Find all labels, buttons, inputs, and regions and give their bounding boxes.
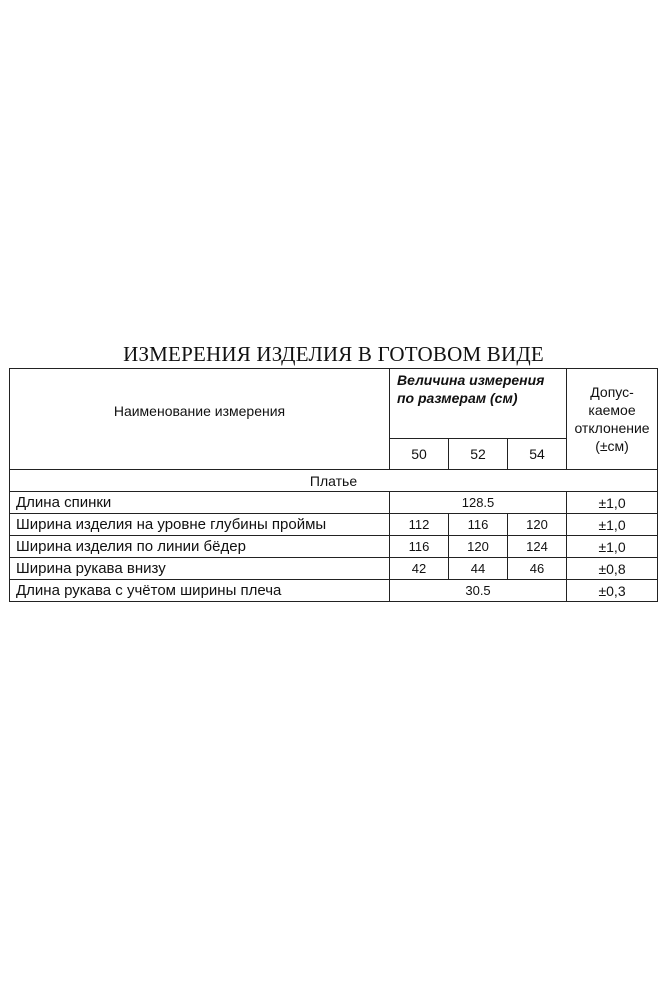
measurement-value: 44 <box>449 558 508 580</box>
measurements-table <box>9 368 658 602</box>
measurement-value: 30.5 <box>390 580 567 602</box>
header-tolerance <box>567 369 658 470</box>
section-row <box>10 470 658 492</box>
page-title: ИЗМЕРЕНИЯ ИЗДЕЛИЯ В ГОТОВОМ ВИДЕ <box>123 342 544 366</box>
measurement-value: 116 <box>390 536 449 558</box>
measurement-name: Ширина изделия по линии бёдер <box>10 536 390 558</box>
measurement-name: Длина спинки <box>10 492 390 514</box>
size-54: 54 <box>508 439 567 470</box>
measurement-tolerance: ±0,3 <box>567 580 658 602</box>
measurement-value: 128.5 <box>390 492 567 514</box>
measurement-value: 46 <box>508 558 567 580</box>
size-52: 52 <box>449 439 508 470</box>
table-row <box>10 536 658 558</box>
header-sizes <box>390 369 567 439</box>
table-header-row <box>10 369 658 439</box>
measurement-name: Длина рукава с учётом ширины плеча <box>10 580 390 602</box>
table-row <box>10 514 658 536</box>
table-row <box>10 558 658 580</box>
measurement-name: Ширина рукава внизу <box>10 558 390 580</box>
measurement-value: 112 <box>390 514 449 536</box>
measurement-name: Ширина изделия на уровне глубины проймы <box>10 514 390 536</box>
measurement-tolerance: ±1,0 <box>567 536 658 558</box>
measurement-value: 124 <box>508 536 567 558</box>
header-measurement-name: Наименование измерения <box>10 369 390 470</box>
header-tolerance-line: Допус- <box>590 384 634 400</box>
measurement-value: 116 <box>449 514 508 536</box>
table-row <box>10 492 658 514</box>
header-tolerance-line: отклонение <box>574 420 650 436</box>
header-sizes-line2: по размерам (см) <box>397 390 518 406</box>
measurement-value: 42 <box>390 558 449 580</box>
measurement-tolerance: ±1,0 <box>567 492 658 514</box>
header-tolerance-line: (±см) <box>595 438 629 454</box>
measurement-tolerance: ±1,0 <box>567 514 658 536</box>
measurement-value: 120 <box>508 514 567 536</box>
table-row <box>10 580 658 602</box>
measurement-tolerance: ±0,8 <box>567 558 658 580</box>
header-tolerance-line: каемое <box>588 402 636 418</box>
size-50: 50 <box>390 439 449 470</box>
header-sizes-line1: Величина измерения <box>397 372 545 388</box>
section-label: Платье <box>10 470 658 492</box>
measurement-value: 120 <box>449 536 508 558</box>
